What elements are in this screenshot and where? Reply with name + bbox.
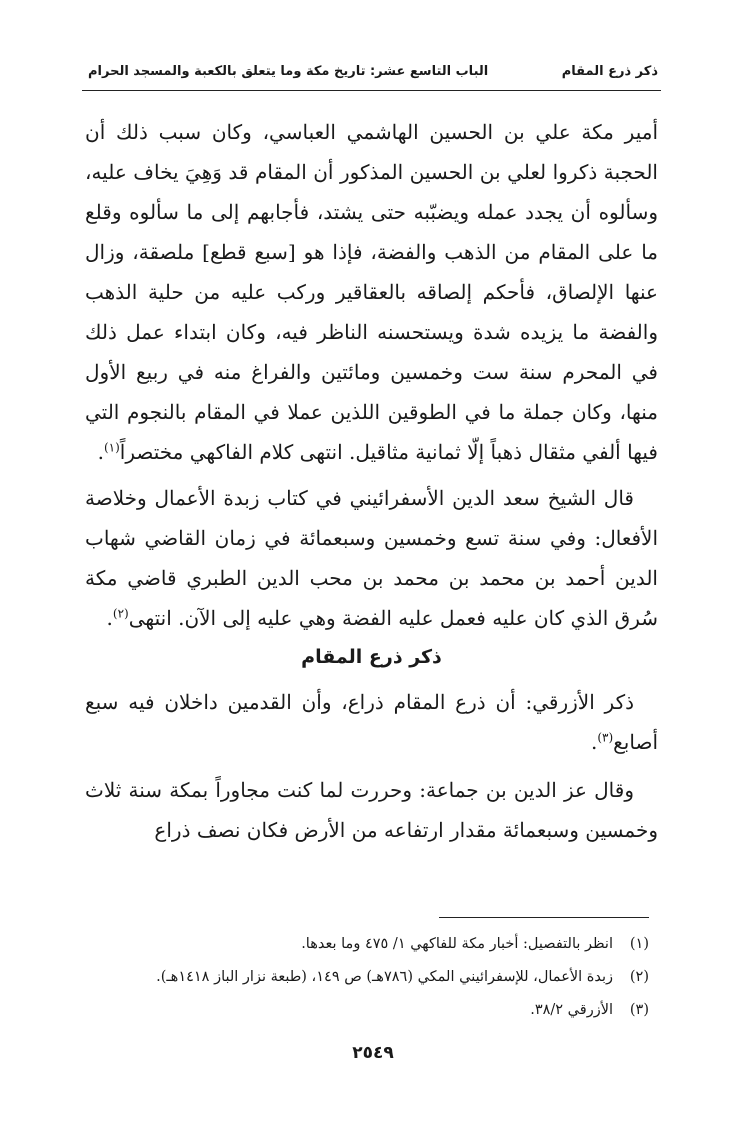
paragraph-1 [85, 112, 658, 472]
running-header [88, 58, 658, 84]
header-section-title: ذكر ذرع المقام [561, 63, 658, 79]
paragraph-3-text: ذكر الأزرقي: أن ذرع المقام ذراع، وأن القدمين داخلان فيه سبع أصابع [85, 690, 658, 754]
footnote-ref-2: (٢) [112, 606, 129, 621]
main-text [85, 112, 658, 850]
header-chapter-title: الباب التاسع عشر: تاريخ مكة وما يتعلق بالكعبة والمسجد الحرام [88, 63, 489, 79]
paragraph-3-end: . [590, 730, 598, 754]
paragraph-2 [85, 478, 658, 638]
section-heading: ذكر ذرع المقام [301, 646, 442, 668]
paragraph-2-text: قال الشيخ سعد الدين الأسفرائيني في كتاب زبدة الأعمال وخلاصة الأفعال: وفي سنة تسع وخمسين وسبعمائة في زمان القاضي شهاب الدين أحمد بن محمد بن محمد بن محب الدين الطبري قاضي مكة سُرق الذي كان عليه فعمل عليه الفضة وهي عليه إلى الآن. انتهى [85, 486, 658, 630]
footnote-text: انظر بالتفصيل: أخبار مكة للفاكهي ١/ ٤٧٥ وما بعدها. [301, 936, 613, 952]
page-number: ٢٥٤٩ [352, 1043, 394, 1063]
footnote-text: زبدة الأعمال، للإسفرائيني المكي (٧٨٦هـ) ص ١٤٩، (طبعة نزار الباز ١٤١٨هـ). [156, 969, 613, 985]
footnote-divider [439, 917, 649, 918]
paragraph-1-end: . [97, 440, 104, 464]
footnote-number: (١) [629, 936, 649, 952]
footnote-ref-3: (٣) [597, 730, 614, 745]
footnote-3 [90, 994, 649, 1027]
footnote-number: (٢) [629, 969, 649, 985]
footnotes [90, 928, 649, 1027]
paragraph-4 [85, 770, 658, 850]
paragraph-3 [85, 682, 658, 762]
paragraph-2-end: . [106, 606, 113, 630]
footnote-ref-1: (١) [103, 440, 120, 455]
paragraph-4-text: وقال عز الدين بن جماعة: وحررت لما كنت مجاوراً بمكة سنة ثلاث وخمسين وسبعمائة مقدار ارتفاعه من الأرض فكان نصف ذراع [85, 778, 658, 842]
footnote-text: الأزرقي ٣٨/٢. [530, 1002, 613, 1018]
header-divider [82, 90, 661, 91]
footnote-1 [90, 928, 649, 961]
paragraph-1-text: أمير مكة علي بن الحسين الهاشمي العباسي، وكان سبب ذلك أن الحجبة ذكروا لعلي بن الحسين المذكور أن المقام قد وَهِيَ يخاف عليه، وسألوه أن يجدد عمله ويضبّبه حتى يشتد، فأجابهم إلى ما سألوه وقلع ما على المقام من الذهب والفضة، فإذا هو [سبع قطع] ملصقة، وزال عنها الإلصاق، فأحكم إلصاقه بالعقاقير وركب عليه من حلية الذهب والفضة ما يزيده شدة ويستحسنه الناظر فيه، وكان ابتداء عمل ذلك في المحرم سنة ست وخمسين ومائتين والفراغ منه في ربيع الأول منها، وكان جملة ما في الطوقين اللذين عملا في المقام بالنجوم التي فيها ألفي مثقال ذهباً إلّا ثمانية مثاقيل. انتهى كلام الفاكهي مختصراً [85, 120, 658, 464]
footnote-2 [90, 961, 649, 994]
footnote-number: (٣) [629, 1002, 649, 1018]
